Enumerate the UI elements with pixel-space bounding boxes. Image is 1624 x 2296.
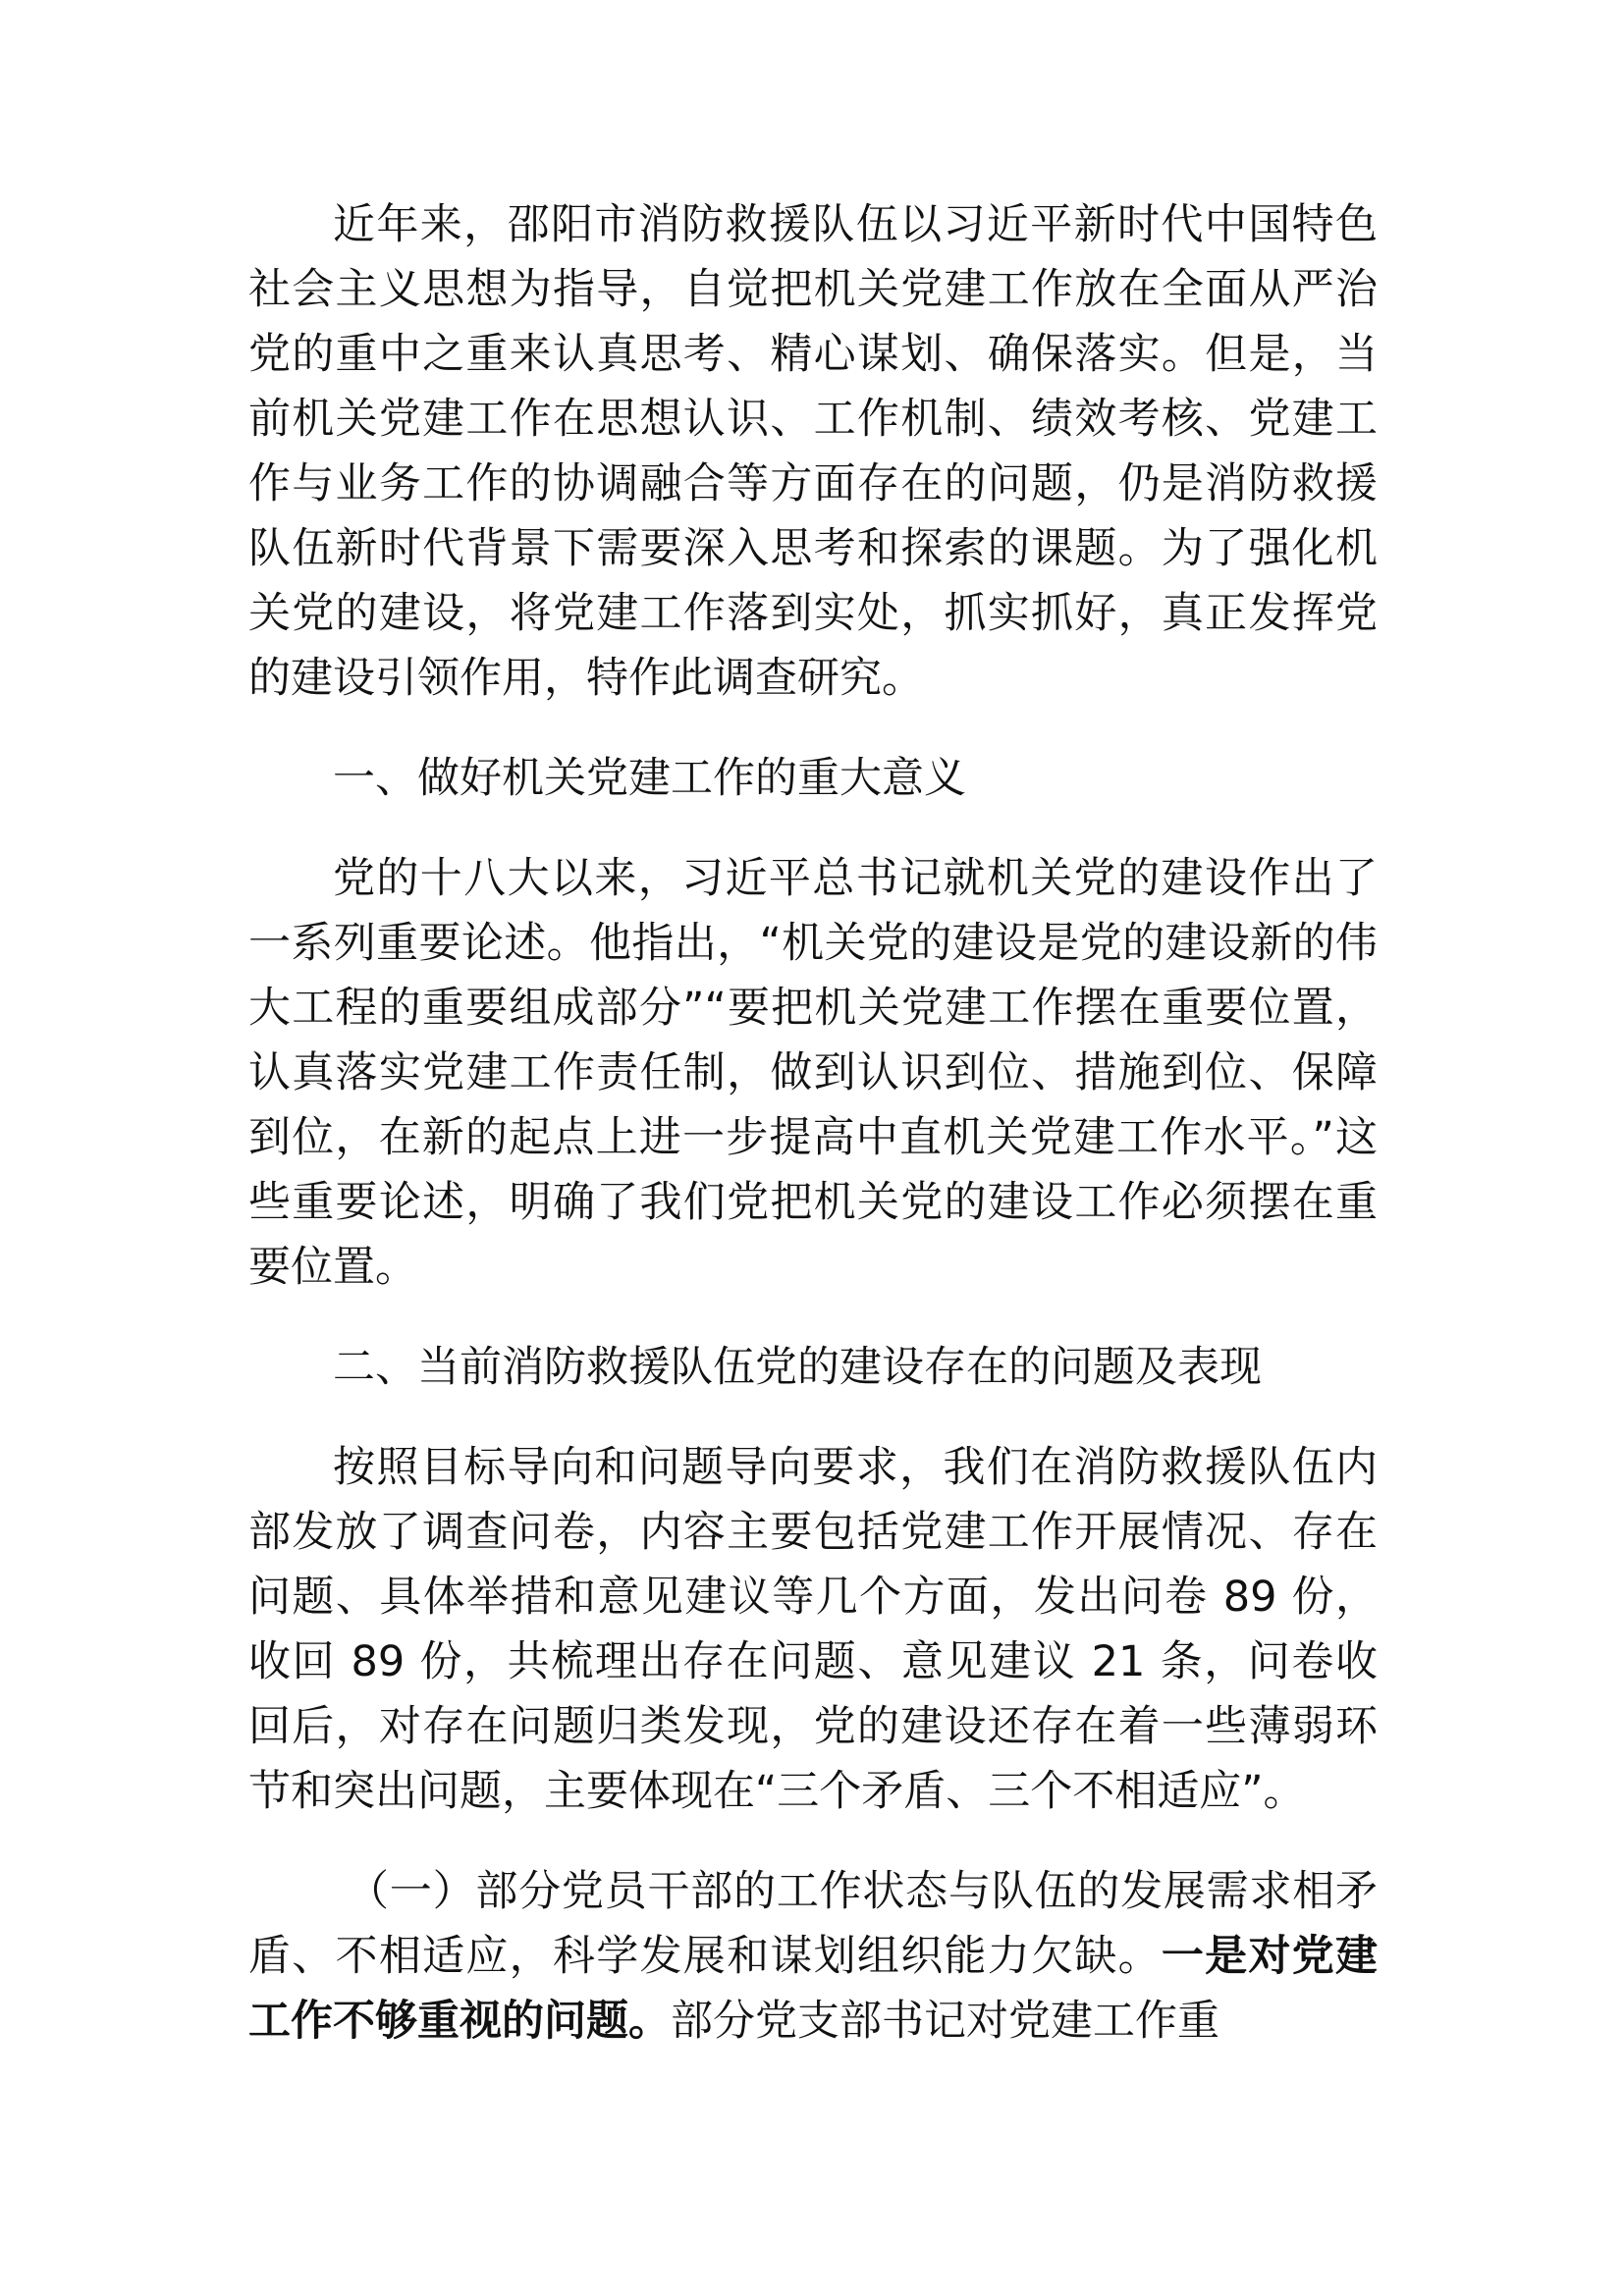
paragraph-intro: 近年来，邵阳市消防救援队伍以习近平新时代中国特色社会主义思想为指导，自觉把机关党建工作放在全面从严治党的重中之重来认真思考、精心谋划、确保落实。但是，当前机关党建工作在思想认识、工作机制、绩效考核、党建工作与业务工作的协调融合等方面存在的问题，仍是消防救援队伍新时代背景下需要深入思考和探索的课题。为了强化机关党的建设，将党建工作落到实处，抓实抓好，真正发挥党的建设引领作用，特作此调查研究。 bbox=[248, 200, 1378, 703]
paragraph-survey: 按照目标导向和问题导向要求，我们在消防救援队伍内部发放了调查问卷，内容主要包括党建工作开展情况、存在问题、具体举措和意见建议等几个方面，发出问卷 89 份，收回 89 份，共梳理出存在问题、意见建议 21 条，问卷收回后，对存在问题归类发现，党的建设还存在着一些薄弱环节和突出问题，主要体现在“三个矛盾、三个不相适应”。 bbox=[248, 1443, 1378, 1816]
section-heading-significance: 一、做好机关党建工作的重大意义 bbox=[333, 754, 966, 803]
document-body bbox=[248, 192, 1378, 2089]
paragraph-xi-remarks: 党的十八大以来，习近平总书记就机关党的建设作出了一系列重要论述。他指出，“机关党的建设是党的建设新的伟大工程的重要组成部分”“要把机关党建工作摆在重要位置，认真落实党建工作责任制，做到认识到位、措施到位、保障到位，在新的起点上进一步提高中直机关党建工作水平。”这些重要论述，明确了我们党把机关党的建设工作必须摆在重要位置。 bbox=[248, 854, 1378, 1292]
subsection-one-intro: （一）部分党员干部的工作状态与队伍的发展需求相矛盾、不相适应，科学发展和谋划组织能力欠缺。 bbox=[248, 1867, 1378, 1981]
section-heading-problems: 二、当前消防救援队伍党的建设存在的问题及表现 bbox=[333, 1343, 1262, 1392]
subsection-one-continuation: 部分党支部书记对党建工作重 bbox=[671, 1997, 1219, 2046]
subsection-one-bold-point: 一是对党建工作不够重视的问题。 bbox=[248, 1932, 1379, 2046]
paragraph-subsection-one bbox=[248, 1859, 1378, 2054]
